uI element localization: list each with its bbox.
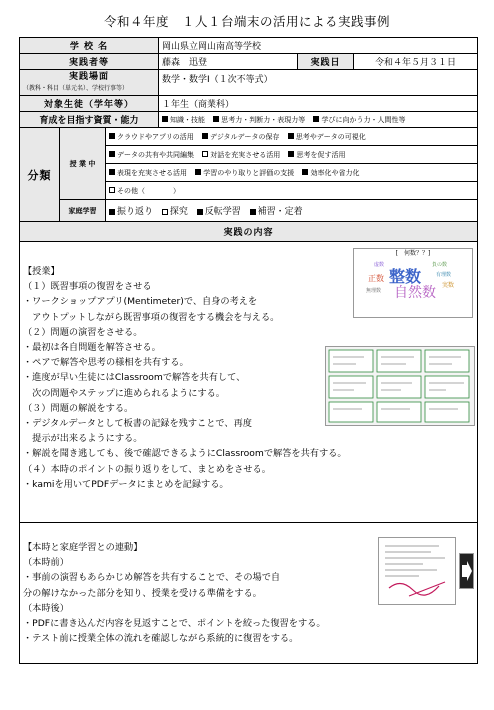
- class-option-text: 対話を充実させる活用: [210, 150, 281, 159]
- lesson-line: 次の問題やステップに進められるようにする。: [23, 387, 225, 399]
- home-link-line: ・事前の演習もあらかじめ解答を共有することで、その場で自: [23, 572, 281, 584]
- date-label: 実践日: [298, 54, 354, 70]
- scene-label: 実践場面: [68, 71, 109, 82]
- checkbox-icon: [302, 169, 308, 175]
- home-option-text: 振り返り: [117, 207, 154, 217]
- date-value: 令和４年５月３１日: [354, 54, 478, 70]
- teacher-label: 実践者等: [20, 54, 159, 70]
- wordcloud-word: 実数: [442, 282, 455, 289]
- mentimeter-wordcloud-image: [353, 248, 473, 318]
- ability-option[interactable]: [313, 116, 405, 124]
- home-link-section: [20, 523, 478, 664]
- wordcloud-word: 有理数: [436, 272, 452, 278]
- wordcloud-word: 負の数: [432, 262, 448, 268]
- ability-text: 知識・技能: [170, 115, 205, 124]
- school-label: 学 校 名: [20, 38, 159, 54]
- class-option-text: デジタルデータの保存: [209, 132, 280, 141]
- checkbox-icon: [202, 133, 208, 139]
- class-option[interactable]: [202, 133, 280, 141]
- class-option[interactable]: [109, 169, 187, 177]
- lesson-section: [20, 242, 478, 523]
- checkbox-icon: [162, 209, 168, 215]
- home-link-heading: 【本時と家庭学習との連動】: [23, 542, 143, 553]
- class-option-text: 表現を充実させる活用: [117, 168, 187, 177]
- class-option-other[interactable]: [109, 187, 180, 195]
- classification-row: [106, 164, 478, 182]
- checkbox-icon: [109, 151, 115, 157]
- class-option[interactable]: [109, 133, 194, 141]
- home-link-line: （本時前）: [23, 557, 69, 569]
- lesson-line: ・デジタルデータとして板書の記録を残すことで、再度: [23, 418, 252, 430]
- lesson-line: （２）問題の演習をさせる。: [23, 326, 143, 338]
- ability-option[interactable]: [162, 116, 205, 124]
- wordcloud-word: 整数: [389, 267, 422, 286]
- checkbox-icon: [109, 133, 115, 139]
- target-label: 対象生徒（学年等）: [20, 96, 159, 112]
- checkbox-icon: [195, 169, 201, 175]
- classroom-answers-image: [325, 346, 475, 426]
- report-form: [19, 37, 478, 664]
- checkbox-icon: [202, 151, 208, 157]
- school-name: 岡山県立岡山南高等学校: [159, 38, 478, 54]
- ability-text: 思考力・判断力・表現力等: [221, 115, 306, 124]
- checkbox-icon: [288, 133, 294, 139]
- lesson-heading: 【授業】: [23, 266, 60, 277]
- home-option-text: 反転学習: [204, 207, 241, 217]
- lesson-line: ・解説を聞き逃しても、後で確認できるようにClassroomで解答を共有する。: [23, 448, 347, 460]
- classification-row: [106, 146, 478, 164]
- checkbox-icon: [109, 169, 115, 175]
- scene-label-cell: [20, 70, 159, 96]
- class-option-text: 思考やデータの可視化: [295, 132, 366, 141]
- class-option[interactable]: [109, 151, 194, 159]
- arrow-right-icon: [460, 554, 473, 588]
- answer-screens-illustration: [326, 347, 474, 425]
- checkbox-icon: [197, 209, 203, 215]
- lesson-line: ・ワークショップアプリ(Mentimeter)で、自身の考えを: [23, 296, 258, 308]
- checkbox-icon: [288, 151, 294, 157]
- wordcloud-word: 自然数: [394, 285, 436, 301]
- lesson-line: アウトプットしながら既習事項の復習をする機会を与える。: [23, 311, 280, 323]
- class-option-text: データの共有や共同編集: [117, 150, 194, 159]
- scene-note: （教科・科目（単元名）、学校行事等）: [23, 84, 129, 92]
- lesson-line: （３）問題の解説をする。: [23, 402, 134, 414]
- classification-row: [106, 128, 478, 146]
- lesson-line: 提示が出来るようにする。: [23, 433, 143, 445]
- abilities-label: 育成を目指す資質・能力: [20, 112, 159, 128]
- home-option[interactable]: [197, 207, 241, 217]
- pdf-notes-illustration: [379, 538, 455, 604]
- wordcloud-title: [ 何数？？]: [395, 250, 431, 257]
- lesson-line: （１）既習事項の復習をさせる: [23, 281, 152, 293]
- class-option[interactable]: [288, 133, 366, 141]
- home-study-label: 家庭学習: [60, 200, 106, 222]
- class-option-text: その他（ ）: [117, 186, 180, 195]
- classification-row: [106, 182, 478, 200]
- checkbox-icon: [250, 209, 256, 215]
- pdf-notes-image: [378, 537, 456, 605]
- home-link-line: （本時後）: [23, 602, 69, 614]
- wordcloud-word: 無理数: [366, 288, 382, 294]
- page-title: 令和４年度 １人１台端末の活用による実践事例: [103, 14, 390, 29]
- home-option[interactable]: [109, 207, 153, 217]
- wordcloud-word: 虚数: [374, 262, 385, 268]
- home-option[interactable]: [250, 207, 303, 217]
- class-option-text: 効率化や省力化: [310, 168, 360, 177]
- home-link-line: ・PDFに書き込んだ内容を見返すことで、ポイントを絞った復習をする。: [23, 618, 326, 630]
- ability-option[interactable]: [213, 116, 305, 124]
- lesson-line: ・進度が早い生徒にはClassroomで解答を共有して、: [23, 372, 246, 384]
- target-value: １年生（商業科）: [159, 96, 478, 112]
- lesson-line: ・ペアで解答や思考の様相を共有する。: [23, 357, 189, 369]
- in-class-label: 授 業 中: [60, 128, 106, 200]
- home-option[interactable]: [162, 207, 188, 217]
- lesson-line: ・最初は各自問題を解答させる。: [23, 342, 161, 354]
- content-header: 実践の内容: [20, 222, 478, 242]
- class-option[interactable]: [195, 169, 294, 177]
- home-link-line: ・テスト前に授業全体の流れを確認しながら系統的に復習をする。: [23, 633, 299, 645]
- class-option[interactable]: [202, 151, 280, 159]
- checkbox-icon: [162, 116, 168, 122]
- class-option[interactable]: [288, 151, 345, 159]
- home-link-line: 分の解けなかった部分を知り、授業を受ける準備をする。: [23, 587, 262, 599]
- arrow-panel: [459, 553, 474, 589]
- scene-value: 数学・数学Ⅰ（１次不等式）: [159, 70, 478, 96]
- home-study-options: [106, 200, 478, 222]
- class-option-text: クラウドやアプリの活用: [117, 132, 194, 141]
- classification-label: 分類: [20, 128, 60, 222]
- class-option-text: 学習のやり取りと評価の支援: [203, 168, 295, 177]
- home-option-text: 探究: [169, 207, 188, 217]
- class-option-text: 思考を促す活用: [296, 150, 346, 159]
- abilities-options: [159, 112, 478, 128]
- teacher-name: 藤森 迅登: [159, 54, 298, 70]
- home-option-text: 補習・定着: [257, 207, 303, 217]
- lesson-line: ・kamiを用いてPDFデータにまとめを記録する。: [23, 478, 229, 490]
- lesson-line: （４）本時のポイントの振り返りをして、まとめをさせる。: [23, 463, 271, 475]
- wordcloud-word: 正数: [368, 274, 384, 283]
- checkbox-icon: [313, 116, 319, 122]
- checkbox-icon: [109, 187, 115, 193]
- ability-text: 学びに向かう力・人間性等: [321, 115, 406, 124]
- class-option[interactable]: [302, 169, 359, 177]
- checkbox-icon: [109, 209, 115, 215]
- checkbox-icon: [213, 116, 219, 122]
